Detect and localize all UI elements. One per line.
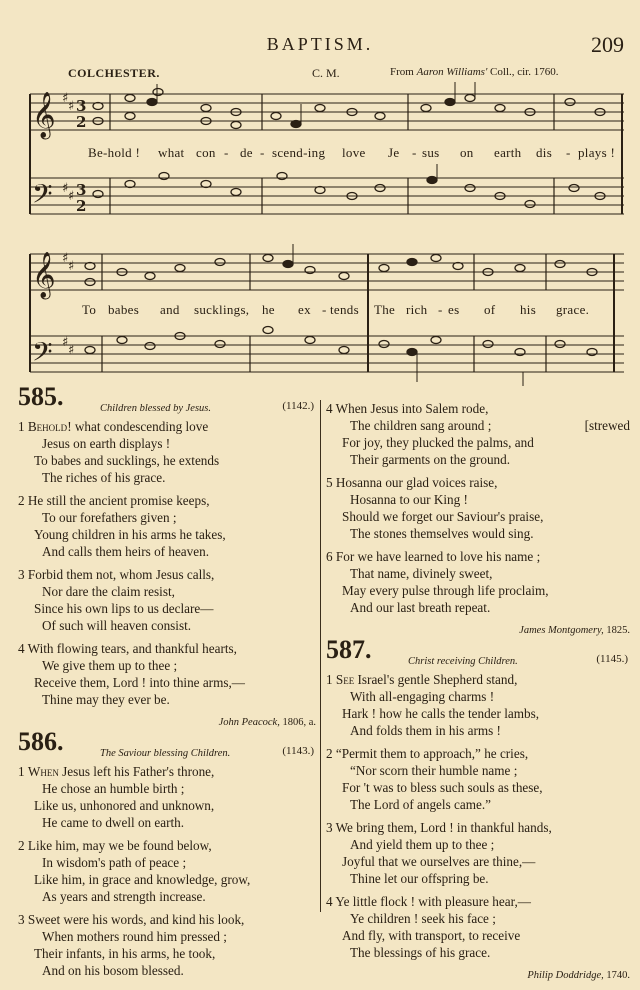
lyric-syllable: - (260, 145, 265, 160)
svg-text:♯: ♯ (62, 251, 69, 266)
verse-line: 6 For we have learned to love his name ; (326, 549, 541, 564)
stanza-number: 1 (18, 419, 28, 434)
stanza (18, 492, 316, 560)
verse-line: He chose an humble birth ; (42, 781, 185, 796)
lyric-syllable: tends (330, 302, 359, 317)
stanza-number: 2 (326, 746, 336, 761)
lyric-syllable: plays ! (578, 145, 616, 160)
verse-line: 3 Sweet were his words, and kind his look, (18, 912, 245, 927)
verse-line: Thine may they ever be. (42, 692, 170, 707)
left-column (18, 382, 316, 985)
verse-line: The Lord of angels came.” (350, 797, 491, 812)
verse-line: And calls them heirs of heaven. (42, 544, 209, 559)
verse-line: In wisdom's path of peace ; (42, 855, 187, 870)
hymn-subtitle: Christ receiving Children. (408, 656, 518, 667)
verse-line: 1 Behold! what condescending love (18, 419, 209, 434)
first-word: When (27, 764, 59, 779)
verse-line: Their infants, in his arms, he took, (34, 946, 216, 961)
svg-text:♯: ♯ (68, 99, 75, 114)
verse-line: Jesus on earth displays ! (42, 436, 171, 451)
verse-line: He came to dwell on earth. (42, 815, 185, 830)
svg-text:3: 3 (76, 181, 87, 199)
verse-line: Thine let our offspring be. (350, 871, 489, 886)
verse-line: Their garments on the ground. (350, 452, 511, 467)
verse-line: The riches of his grace. (42, 470, 166, 485)
verse-line: Like us, unhonored and unknown, (34, 798, 215, 813)
verse-line: The stones themselves would sing. (350, 526, 534, 541)
music-score (0, 80, 640, 388)
lyric-syllable: sus (422, 145, 440, 160)
hymn-585-stanzas (18, 418, 316, 708)
note-stems (157, 82, 523, 386)
verse-line: Should we forget our Saviour's praise, (342, 509, 544, 524)
stanza (18, 837, 316, 905)
lyric-syllable: rich (406, 302, 428, 317)
verse-line: To our forefathers given ; (42, 510, 177, 525)
svg-text:♯: ♯ (62, 335, 69, 350)
lyric-syllable: To (82, 302, 97, 317)
svg-text:♯: ♯ (68, 343, 75, 358)
author-name: James Montgomery, (519, 625, 604, 636)
verse-line: Young children in his arms he takes, (34, 527, 226, 542)
hymn-585-stanzas-continued (326, 400, 630, 616)
bass-clef-icon: 𝄢 (32, 336, 53, 374)
verse-line: And our last breath repeat. (350, 600, 491, 615)
verse-line: Joyful that we ourselves are thine,— (342, 854, 536, 869)
verse-line: And on his bosom blessed. (42, 963, 184, 978)
lyric-syllable: Je (388, 145, 400, 160)
stanza-number: 3 (18, 912, 28, 927)
hymn-attribution (326, 967, 630, 984)
right-column (326, 400, 630, 990)
verse-line: Hark ! how he calls the tender lambs, (342, 706, 540, 721)
lyric-syllable: he (262, 302, 275, 317)
stanza (326, 548, 630, 616)
svg-text:2: 2 (76, 113, 87, 131)
stanza (326, 819, 630, 887)
tune-meter: C. M. (312, 66, 340, 80)
verse-line: For 't was to bless such souls as these, (342, 780, 543, 795)
stanza-number: 4 (326, 894, 336, 909)
stanza-number: 5 (326, 475, 336, 490)
lyric-syllable: his (520, 302, 537, 317)
verse-line: For joy, they plucked the palms, and (342, 435, 534, 450)
treble-clef-icon: 𝄞 (32, 252, 56, 298)
lyric-syllable: con (196, 145, 216, 160)
system-2-treble-staff (30, 254, 624, 290)
lyric-syllable: - (412, 145, 417, 160)
author-year: 1806, a. (282, 717, 316, 728)
stanza-number: 6 (326, 549, 336, 564)
stanza (18, 566, 316, 634)
svg-text:♯: ♯ (68, 259, 75, 274)
lyric-syllable: - (322, 302, 327, 317)
source-rest: Coll., cir. 1760. (490, 66, 559, 78)
author-name: John Peacock, (218, 717, 280, 728)
verse-line: That name, divinely sweet, (350, 566, 493, 581)
lyric-syllable: babes (108, 302, 140, 317)
lyric-syllable: sucklings, (194, 302, 250, 317)
verse-line: Hosanna to our King ! (350, 492, 468, 507)
lyric-syllable: The (374, 302, 396, 317)
lyric-syllable: grace. (556, 302, 590, 317)
tune-source (390, 66, 559, 78)
hymn-reference: (1143.) (282, 745, 314, 757)
stanza (18, 418, 316, 486)
lyric-syllable: Be-hold ! (88, 145, 141, 160)
hymn-reference: (1142.) (282, 400, 314, 412)
lyric-syllable: of (484, 302, 496, 317)
stanza (326, 745, 630, 813)
section-title: BAPTISM. (266, 34, 374, 54)
lyric-syllable: on (460, 145, 474, 160)
hymn-587-header (326, 635, 630, 671)
lyric-syllable: love (342, 145, 366, 160)
verse-line: 3 Forbid them not, whom Jesus calls, (18, 567, 215, 582)
page-number: 209 (591, 32, 624, 57)
stanza (326, 400, 630, 468)
verse-line: We give them up to thee ; (42, 658, 178, 673)
svg-text:3: 3 (76, 97, 87, 115)
verse-line: To babes and sucklings, he extends (34, 453, 220, 468)
stanza-number: 2 (18, 493, 28, 508)
hymn-585-header (18, 382, 316, 418)
hymn-587-stanzas (326, 671, 630, 961)
verse-line: 1 See Israel's gentle Shepherd stand, (326, 672, 518, 687)
hymn-reference: (1145.) (596, 653, 628, 665)
stanza-number: 4 (326, 401, 336, 416)
verse-line: And folds them in his arms ! (350, 723, 501, 738)
lyric-syllable: dis (536, 145, 553, 160)
svg-text:♯: ♯ (68, 189, 75, 204)
lyric-syllable: scend-ing (272, 145, 326, 160)
hymn-586-stanzas (18, 763, 316, 979)
lyric-syllable: - (224, 145, 229, 160)
lyric-syllable: earth (494, 145, 522, 160)
verse-line: “Nor scorn their humble name ; (350, 763, 518, 778)
verse-line: 1 When Jesus left his Father's throne, (18, 764, 215, 779)
source-prefix: From (390, 66, 414, 78)
verse-line: Ye children ! seek his face ; (350, 911, 496, 926)
overflow-word: [strewed (584, 418, 630, 433)
lyric-syllable: de (240, 145, 253, 160)
stanza-number: 1 (326, 672, 336, 687)
system-1-bass-staff (30, 178, 624, 214)
stanza (18, 640, 316, 708)
verse-line: May every pulse through life proclaim, (342, 583, 549, 598)
verse-line: 2 Like him, may we be found below, (18, 838, 212, 853)
lyric-syllable: es (448, 302, 460, 317)
verse-line: 2 He still the ancient promise keeps, (18, 493, 210, 508)
lyric-syllable: - (438, 302, 443, 317)
system-2-bass-staff (30, 336, 624, 372)
lyric-syllable: ex (298, 302, 311, 317)
column-divider (320, 400, 321, 912)
author-year: 1740. (606, 970, 630, 981)
verse-line: 4 With flowing tears, and thankful hearts, (18, 641, 237, 656)
hymn-subtitle: The Saviour blessing Children. (100, 748, 231, 759)
verse-line: And fly, with transport, to receive (342, 928, 521, 943)
svg-text:♯: ♯ (62, 91, 69, 106)
author-year: 1825. (606, 625, 630, 636)
hymn-number: 587. (326, 635, 372, 664)
verse-line: When mothers round him pressed ; (42, 929, 227, 944)
svg-text:2: 2 (76, 197, 87, 215)
clefs-and-signatures (32, 91, 86, 374)
stanza-number: 4 (18, 641, 28, 656)
hymn-attribution (326, 622, 630, 639)
verse-line: The blessings of his grace. (350, 945, 491, 960)
first-word: See (335, 672, 355, 687)
source-author: Aaron Williams' (416, 66, 488, 78)
verse-line: 4 Ye little flock ! with pleasure hear,— (326, 894, 531, 909)
verse-line: Nor dare the claim resist, (42, 584, 175, 599)
verse-line: Since his own lips to us declare— (34, 601, 214, 616)
verse-line: 2 “Permit them to approach,” he cries, (326, 746, 529, 761)
stanza (326, 893, 630, 961)
verse-line: And yield them up to thee ; (350, 837, 495, 852)
lyric-syllable: - (566, 145, 571, 160)
barlines (30, 94, 622, 372)
hymn-number: 585. (18, 382, 64, 411)
first-word: Behold (27, 419, 68, 434)
page-header (0, 34, 640, 58)
treble-clef-icon: 𝄞 (32, 92, 56, 138)
stanza (326, 474, 630, 542)
tune-name: COLCHESTER. (68, 66, 160, 80)
stanza (326, 671, 630, 739)
bass-clef-icon: 𝄢 (32, 178, 53, 216)
hymn-586-header (18, 727, 316, 763)
verse-line: As years and strength increase. (42, 889, 206, 904)
verse-line: With all-engaging charms ! (350, 689, 495, 704)
verse-line: 3 We bring them, Lord ! in thankful hands, (326, 820, 552, 835)
verse-line: Like him, in grace and knowledge, grow, (34, 872, 251, 887)
stanza-number: 1 (18, 764, 28, 779)
lyric-syllable: and (160, 302, 180, 317)
verse-line: The children sang around ; [strewed (350, 418, 630, 433)
hymn-number: 586. (18, 727, 64, 756)
verse-line: 5 Hosanna our glad voices raise, (326, 475, 498, 490)
verse-line: Receive them, Lord ! into thine arms,— (34, 675, 245, 690)
stanza (18, 911, 316, 979)
stanza (18, 763, 316, 831)
verse-line: Of such will heaven consist. (42, 618, 192, 633)
author-name: Philip Doddridge, (527, 970, 604, 981)
verse-line: 4 When Jesus into Salem rode, (326, 401, 489, 416)
svg-text:♯: ♯ (62, 181, 69, 196)
stanza-number: 2 (18, 838, 28, 853)
hymn-subtitle: Children blessed by Jesus. (100, 403, 212, 414)
lyric-syllable: what (158, 145, 185, 160)
stanza-number: 3 (326, 820, 336, 835)
stanza-number: 3 (18, 567, 28, 582)
